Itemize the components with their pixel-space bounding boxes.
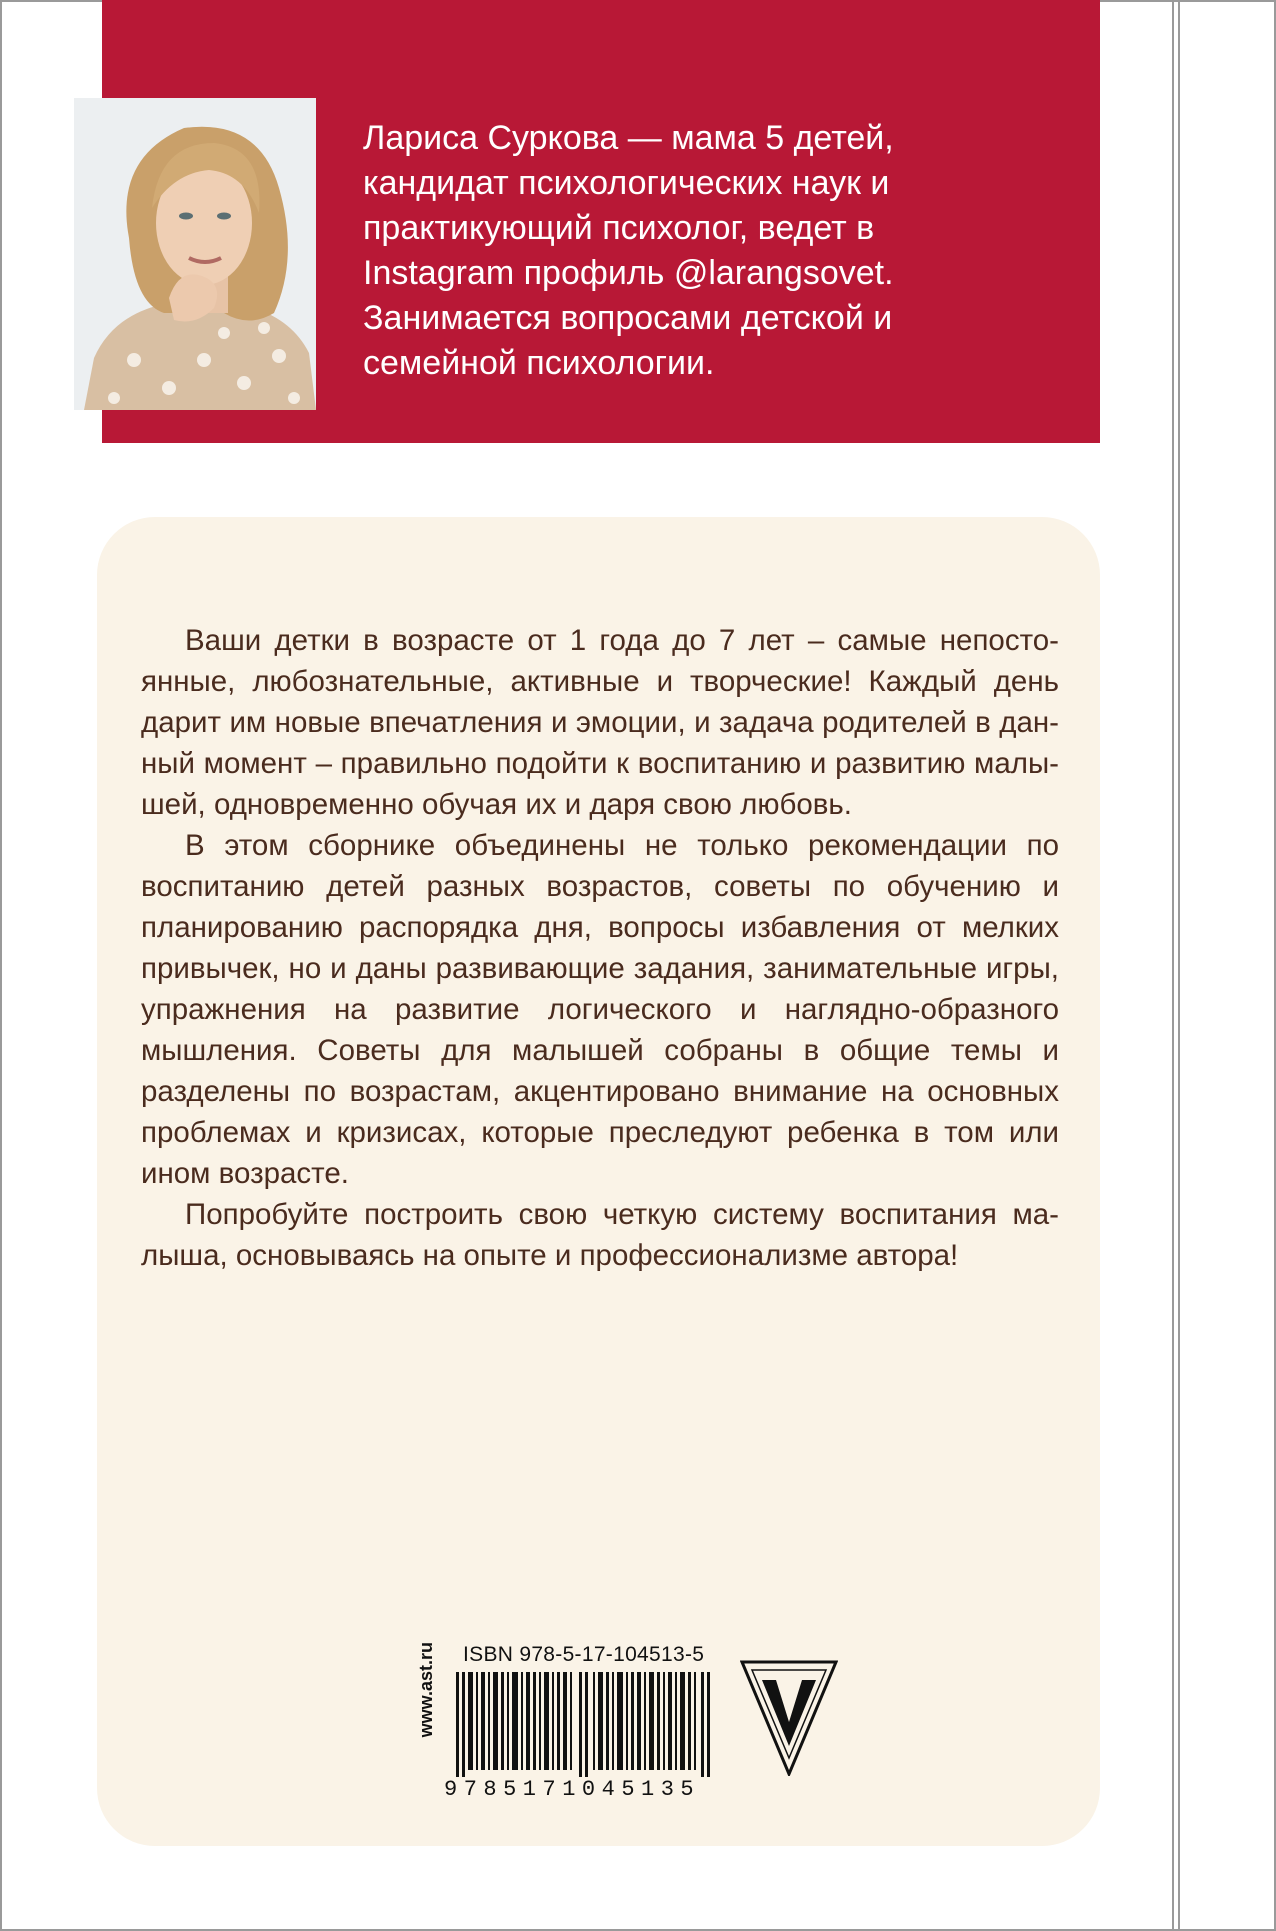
- publisher-website: www.ast.ru: [416, 1642, 436, 1738]
- author-bio: Лариса Суркова — мама 5 детей, кандидат психологических наук и практикующий психолог, ведет в Instagram профиль @larangsovet. Занимается вопросами детской и семейной психологии.: [363, 119, 894, 382]
- page-border-left: [0, 0, 2, 1931]
- spine-fold-line: [1178, 0, 1180, 1931]
- barcode-digits: 9785171045135: [444, 1777, 701, 1802]
- isbn-label: ISBN 978-5-17-104513-5: [463, 1643, 705, 1666]
- publisher-v-logo-icon: [740, 1658, 838, 1776]
- description-paragraph: В этом сборнике объединены не только рекомендации по воспитанию детей разных возрастов, советы по обучению и планированию распорядка дня, вопросы избавления от мелких привычек, но и даны развивающие задания, занимательные игры, упражнения на развитие логического и наглядно-образного мышления. Советы для малышей собраны в общие темы и разделены по возрастам, акцентировано внимание на основных проблемах и кризисах, которые преследуют ребенка в том или ином возрасте.: [141, 829, 1059, 1190]
- description-paragraph: Попробуйте построить свою четкую систему воспитания малыша, основываясь на опыте и профессионализме автора!: [141, 1198, 1059, 1272]
- spine-fold-line: [1172, 0, 1174, 1931]
- description-paragraph: Ваши детки в возрасте от 1 года до 7 лет – самые непостоянные, любознательные, активные и творческие! Каждый день дарит им новые впечатления и эмоции, и задача родителей в данный момент – правильно подойти к воспитанию и развитию малышей, одновременно обучая их и даря свою любовь.: [141, 624, 1059, 821]
- author-portrait-photo: [74, 98, 316, 410]
- book-description: [141, 620, 1059, 1276]
- isbn-barcode: [456, 1672, 716, 1777]
